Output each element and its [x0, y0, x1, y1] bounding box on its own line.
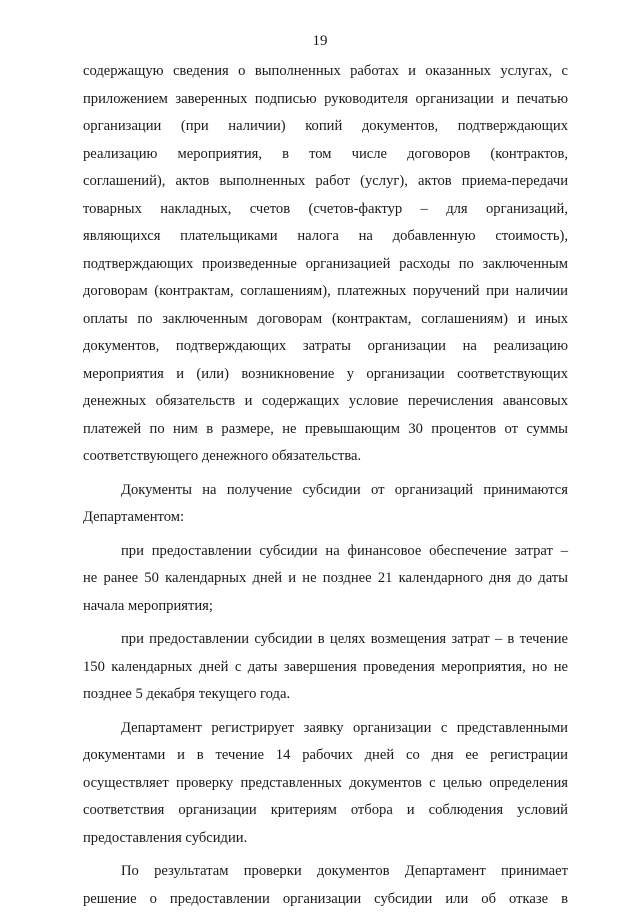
text-line: денежных обязательств и содержащих условие перечисления авансовых	[83, 388, 568, 416]
text-line: платежей по ним в размере, не превышающим 30 процентов от суммы	[83, 416, 568, 444]
text-line: документов, подтверждающих затраты организации на реализацию	[83, 333, 568, 361]
text-line: соглашений), актов выполненных работ (услуг), актов приема-передачи	[83, 168, 568, 196]
text-line: товарных накладных, счетов (счетов-фактур – для организаций,	[83, 196, 568, 224]
text-line: не ранее 50 календарных дней и не позднее 21 календарного дня до даты	[83, 565, 568, 593]
text-line: начала мероприятия;	[83, 593, 568, 621]
text-line: подтверждающих произведенные организацией расходы по заключенным	[83, 251, 568, 279]
text-line: при предоставлении субсидии в целях возмещения затрат – в течение	[83, 626, 568, 654]
text-line: соответствия организации критериям отбора и соблюдения условий	[83, 797, 568, 825]
text-line: мероприятия и (или) возникновение у организации соответствующих	[83, 361, 568, 389]
paragraph-registration	[83, 715, 568, 853]
document-body	[83, 58, 568, 913]
text-line: организации (при наличии) копий документов, подтверждающих	[83, 113, 568, 141]
text-line: реализацию мероприятия, в том числе договоров (контрактов,	[83, 141, 568, 169]
text-line: По результатам проверки документов Департамент принимает	[83, 858, 568, 886]
text-line: Департамент регистрирует заявку организации с представленными	[83, 715, 568, 743]
text-line: решение о предоставлении организации субсидии или об отказе в	[83, 886, 568, 913]
text-line: Документы на получение субсидии от организаций принимаются	[83, 477, 568, 505]
paragraph-acceptance	[83, 477, 568, 532]
text-line: оплаты по заключенным договорам (контрактам, соглашениям) и иных	[83, 306, 568, 334]
text-line: осуществляет проверку представленных документов с целью определения	[83, 770, 568, 798]
text-line: приложением заверенных подписью руководителя организации и печатью	[83, 86, 568, 114]
text-line: позднее 5 декабря текущего года.	[83, 681, 568, 709]
text-line: являющихся плательщиками налога на добавленную стоимость),	[83, 223, 568, 251]
text-line: соответствующего денежного обязательства.	[83, 443, 568, 471]
paragraph-reimbursement	[83, 626, 568, 709]
text-line: договорам (контрактам, соглашениям), платежных поручений при наличии	[83, 278, 568, 306]
paragraph-financial-support	[83, 538, 568, 621]
text-line: Департаментом:	[83, 504, 568, 532]
page-number: 19	[0, 32, 640, 50]
text-line: предоставления субсидии.	[83, 825, 568, 853]
paragraph-documents-list	[83, 58, 568, 471]
text-line: документами и в течение 14 рабочих дней со дня ее регистрации	[83, 742, 568, 770]
text-line: при предоставлении субсидии на финансовое обеспечение затрат –	[83, 538, 568, 566]
text-line: 150 календарных дней с даты завершения проведения мероприятия, но не	[83, 654, 568, 682]
text-line: содержащую сведения о выполненных работах и оказанных услугах, с	[83, 58, 568, 86]
